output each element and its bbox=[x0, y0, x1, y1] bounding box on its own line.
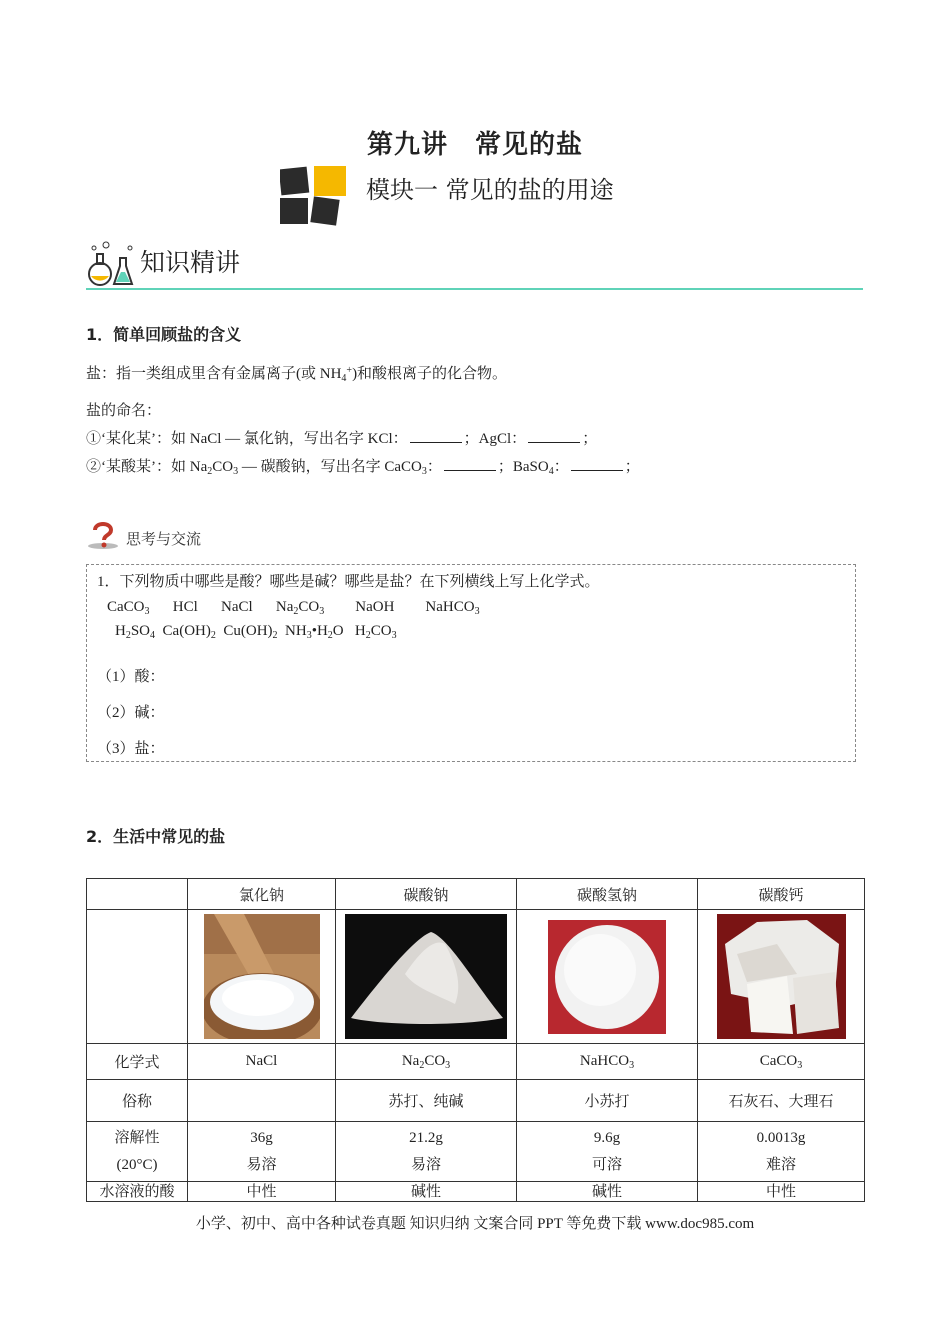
calcium-carbonate-photo bbox=[717, 914, 846, 1039]
sodium-bicarbonate-photo bbox=[548, 920, 666, 1034]
question-mark-icon bbox=[86, 520, 120, 550]
salt-definition: 盐：指一类组成里含有金属离子(或 $NH_4^+$)和酸根离子的化合物。 bbox=[86, 365, 508, 384]
module-title: 模块一 常见的盐的用途 bbox=[366, 176, 614, 204]
table-cell: 碱性 bbox=[336, 1182, 517, 1202]
answer-blank bbox=[571, 457, 623, 471]
answer-blank bbox=[528, 429, 580, 443]
table-cell: CaCO$_3$ bbox=[698, 1044, 865, 1080]
module-logo-icon bbox=[280, 166, 348, 226]
row-label: 俗称 bbox=[87, 1080, 188, 1122]
section2-heading: 2．生活中常见的盐 bbox=[86, 827, 226, 846]
table-row-formula bbox=[87, 1044, 865, 1080]
table-cell: 碱性 bbox=[517, 1182, 698, 1202]
think-box bbox=[86, 564, 856, 762]
sodium-chloride-photo bbox=[204, 914, 320, 1039]
compound-list-1: CaCO$_3$ HCl NaCl $Na_2CO_3$ NaOH NaHCO$_3$ bbox=[107, 599, 480, 617]
row-label: 水溶液的酸 bbox=[87, 1182, 188, 1202]
table-cell: 苏打、纯碱 bbox=[336, 1080, 517, 1122]
table-cell: 0.0013g 难溶 bbox=[698, 1122, 865, 1182]
page-title: 第九讲 常见的盐 bbox=[366, 130, 583, 160]
answer-blank bbox=[410, 429, 462, 443]
think-question: 1．下列物质中哪些是酸？哪些是碱？哪些是盐？在下列横线上写上化学式。 bbox=[97, 574, 600, 590]
table-header-cell: 碳酸氢钠 bbox=[517, 879, 698, 910]
think-label: 思考与交流 bbox=[126, 530, 202, 548]
table-header-cell: 氯化钠 bbox=[188, 879, 336, 910]
table-cell: 36g 易溶 bbox=[188, 1122, 336, 1182]
row-label: 化学式 bbox=[87, 1044, 188, 1080]
table-cell: NaHCO$_3$ bbox=[517, 1044, 698, 1080]
answer-acid: （1）酸： bbox=[97, 669, 165, 685]
table-header-cell bbox=[87, 879, 188, 910]
table-row-acidity bbox=[87, 1182, 865, 1202]
table-image-row bbox=[87, 910, 865, 1044]
table-header-cell: 碳酸钠 bbox=[336, 879, 517, 910]
table-row-common-name bbox=[87, 1080, 865, 1122]
table-row-solubility bbox=[87, 1122, 865, 1182]
table-cell bbox=[188, 1080, 336, 1122]
naming-rule-2: ②‘某酸某’：如 $Na_2CO_3$ — 碳酸钠，写出名字 CaCO$_3$： ；BaSO$_4$： ； bbox=[86, 459, 640, 477]
compound-list-2: $H_2SO_4$ $Ca(OH)_2$ $Cu(OH)_2$ $NH_3•H_2O$ $H_2CO_3$ bbox=[115, 623, 397, 641]
page-footer: 小学、初中、高中各种试卷真题 知识归纳 文案合同 PPT 等免费下载 www.doc985.com bbox=[195, 1216, 755, 1232]
table-header-cell: 碳酸钙 bbox=[698, 879, 865, 910]
heading-divider bbox=[86, 288, 863, 290]
naming-label: 盐的命名： bbox=[86, 403, 162, 419]
section1-heading: 1．简单回顾盐的含义 bbox=[86, 325, 242, 344]
common-salts-table bbox=[86, 878, 865, 1202]
table-cell: 中性 bbox=[188, 1182, 336, 1202]
answer-blank bbox=[444, 457, 496, 471]
table-cell: 小苏打 bbox=[517, 1080, 698, 1122]
knowledge-heading: 知识精讲 bbox=[140, 248, 241, 277]
table-cell: 9.6g 可溶 bbox=[517, 1122, 698, 1182]
row-label: 溶解性 (20°C) bbox=[87, 1122, 188, 1182]
naming-rule-1: ①‘某化某’：如 NaCl — 氯化钠，写出名字 KCl： ；AgCl： ； bbox=[86, 431, 598, 447]
table-cell: 中性 bbox=[698, 1182, 865, 1202]
answer-salt: （3）盐： bbox=[97, 741, 165, 757]
sodium-carbonate-photo bbox=[345, 914, 507, 1039]
table-cell: 21.2g 易溶 bbox=[336, 1122, 517, 1182]
answer-base: （2）碱： bbox=[97, 705, 165, 721]
table-cell: 石灰石、大理石 bbox=[698, 1080, 865, 1122]
table-cell: $Na_2CO_3$ bbox=[336, 1044, 517, 1080]
table-header-row bbox=[87, 879, 865, 910]
table-cell: NaCl bbox=[188, 1044, 336, 1080]
flask-icon bbox=[86, 240, 138, 288]
